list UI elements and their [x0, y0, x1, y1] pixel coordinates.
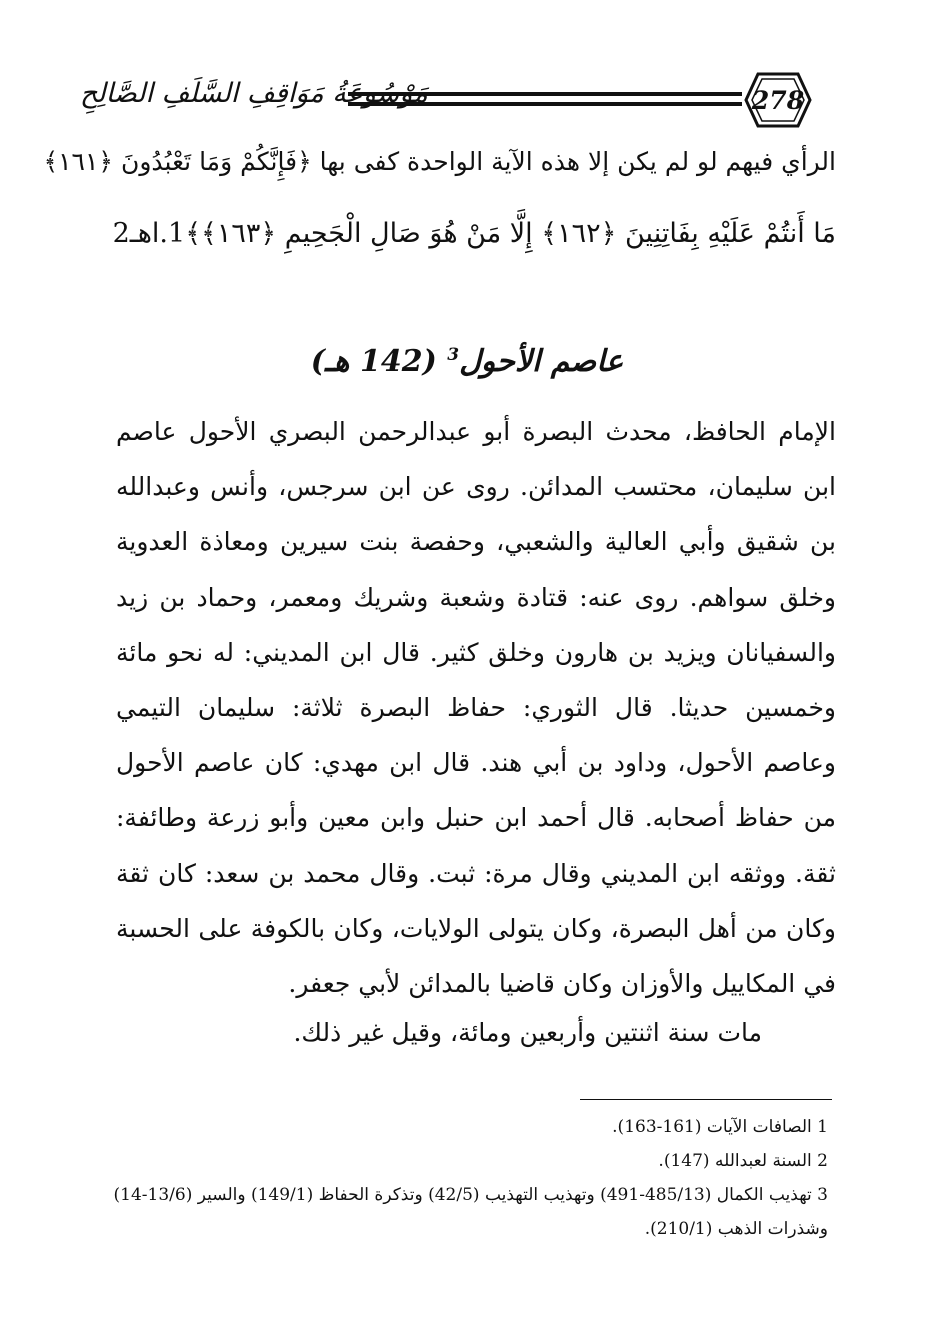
heading-date: (142 هـ)	[310, 344, 437, 379]
intro-line-2: مَا أَنتُمْ عَلَيْهِ بِفَاتِنِينَ ﴿١٦٢﴾ إِلَّا مَنْ هُوَ صَالِ الْجَحِيمِ ﴿١٦٣﴾﴾1.اهـ2	[112, 218, 836, 249]
footnote-2: 2 السنة لعبدالله (147).	[658, 1151, 828, 1171]
section-heading	[0, 344, 934, 379]
footnote-separator	[580, 1099, 832, 1100]
header-double-rule	[348, 92, 742, 106]
footnote-3: 3 تهذيب الكمال (485/13-491) وتهذيب التهذيب (42/5) وتذكرة الحفاظ (149/1) والسير (13/6-14) وشذرات الذهب (210/1).	[113, 1185, 828, 1239]
biography-paragraph: الإمام الحافظ، محدث البصرة أبو عبدالرحمن البصري الأحول عاصم ابن سليمان، محتسب المدائن. روى عن ابن سرجس، وأنس وعبدالله بن شقيق وأبي العالية والشعبي، وحفصة بنت سيرين ومعاذة العدوية وخلق سواهم. روى عنه: قتادة وشعبة وشريك ومعمر، وحماد بن زيد والسفيانان ويزيد بن هارون وخلق كثير. قال ابن المديني: له نحو مائة وخمسين حديثا. قال الثوري: حفاظ البصرة ثلاثة: سليمان التيمي وعاصم الأحول، وداود بن أبي هند. قال ابن مهدي: كان عاصم الأحول من حفاظ أصحابه. قال أحمد ابن حنبل وابن معين وأبو زرعة وطائفة: ثقة. ووثقه ابن المديني وقال مرة: ثبت. وقال محمد بن سعد: كان ثقة وكان من أهل البصرة، وكان يتولى الولايات، وكان بالكوفة على الحسبة في المكاييل والأوزان وكان قاضيا بالمدائن لأبي جعفر.	[116, 417, 836, 999]
page-number: 278	[751, 85, 805, 115]
heading-name: عاصم الأحول	[459, 344, 624, 379]
page-header	[80, 72, 840, 128]
footnotes	[86, 1110, 828, 1246]
page-number-badge	[744, 72, 812, 128]
closing-sentence: مات سنة اثنتين وأربعين ومائة، وقيل غير ذلك.	[293, 1018, 762, 1047]
heading-footnote-ref: 3	[447, 345, 460, 365]
running-title: مَوْسُوعَةُ مَوَاقِفِ السَّلَفِ الصَّالِحِ	[80, 78, 428, 109]
intro-line-1: الرأي فيهم لو لم يكن إلا هذه الآية الواحدة كفى بها ﴿فَإِنَّكُمْ وَمَا تَعْبُدُونَ ﴿١٦١﴾	[43, 147, 836, 176]
footnote-1: 1 الصافات الآيات (161-163).	[612, 1117, 828, 1137]
